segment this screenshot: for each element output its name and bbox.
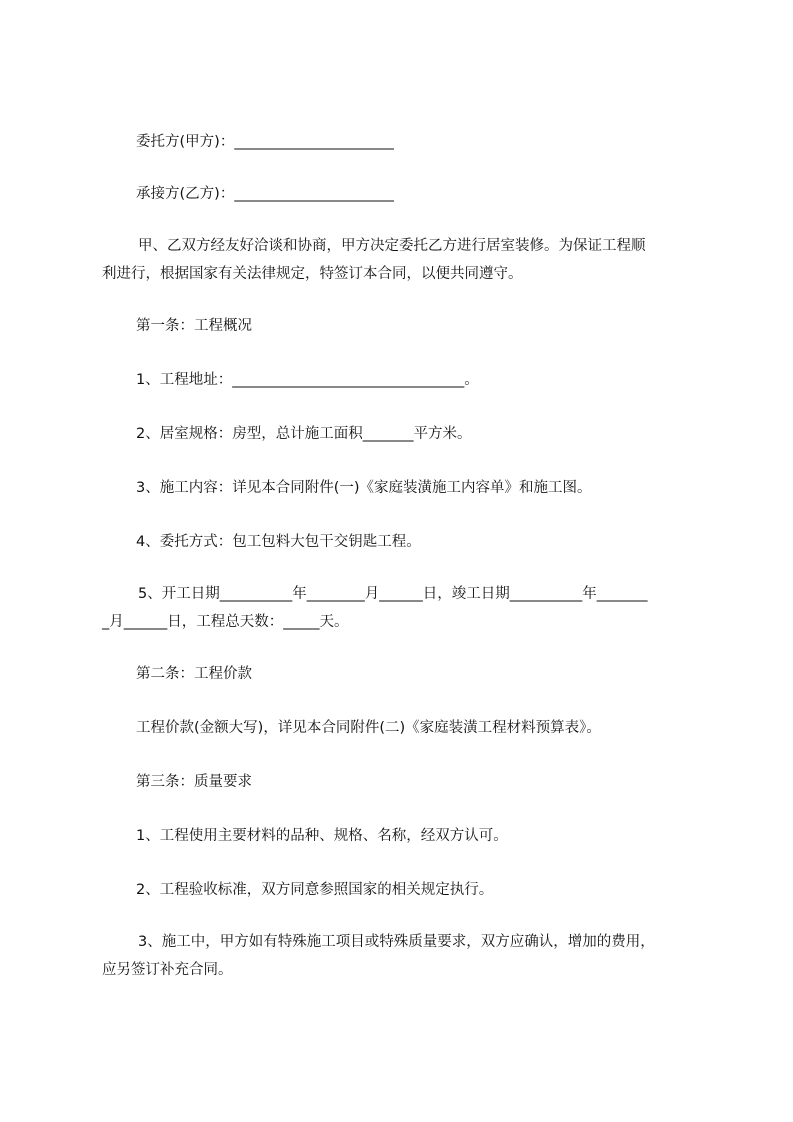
quality-item-3-line-1: 3、施工中，甲方如有特殊施工项目或特殊质量要求，双方应确认，增加的费用， bbox=[138, 934, 655, 950]
item-5-dates-line-2: _月______日，工程总天数：_____天。 bbox=[102, 614, 349, 630]
item-4-method: 4、委托方式：包工包料大包干交钥匙工程。 bbox=[136, 534, 421, 550]
price-text: 工程价款(金额大写)，详见本合同附件(二)《家庭装潢工程材料预算表》。 bbox=[136, 720, 601, 736]
item-1-address: 1、工程地址：________________________________。 bbox=[136, 372, 479, 388]
article-3-title: 第三条：质量要求 bbox=[136, 774, 252, 790]
article-2-title: 第二条：工程价款 bbox=[136, 666, 252, 682]
quality-item-2: 2、工程验收标准，双方同意参照国家的相关规定执行。 bbox=[136, 882, 494, 898]
intro-line-1: 甲、乙双方经友好洽谈和协商，甲方决定委托乙方进行居室装修。为保证工程顺 bbox=[138, 238, 646, 254]
party-b-line: 承接方(乙方)：______________________ bbox=[136, 186, 394, 202]
article-1-title: 第一条：工程概况 bbox=[136, 318, 252, 334]
item-2-spec: 2、居室规格：房型，总计施工面积_______平方米。 bbox=[136, 426, 472, 442]
item-3-content: 3、施工内容：详见本合同附件(一)《家庭装潢施工内容单》和施工图。 bbox=[136, 480, 592, 496]
intro-line-2: 利进行，根据国家有关法律规定，特签订本合同，以便共同遵守。 bbox=[102, 266, 523, 282]
item-5-dates-line-1: 5、开工日期__________年________月______日，竣工日期__________年_______ bbox=[138, 586, 648, 602]
quality-item-3-line-2: 应另签订补充合同。 bbox=[102, 962, 233, 978]
quality-item-1: 1、工程使用主要材料的品种、规格、名称，经双方认可。 bbox=[136, 828, 508, 844]
party-a-line: 委托方(甲方)：______________________ bbox=[136, 134, 394, 150]
